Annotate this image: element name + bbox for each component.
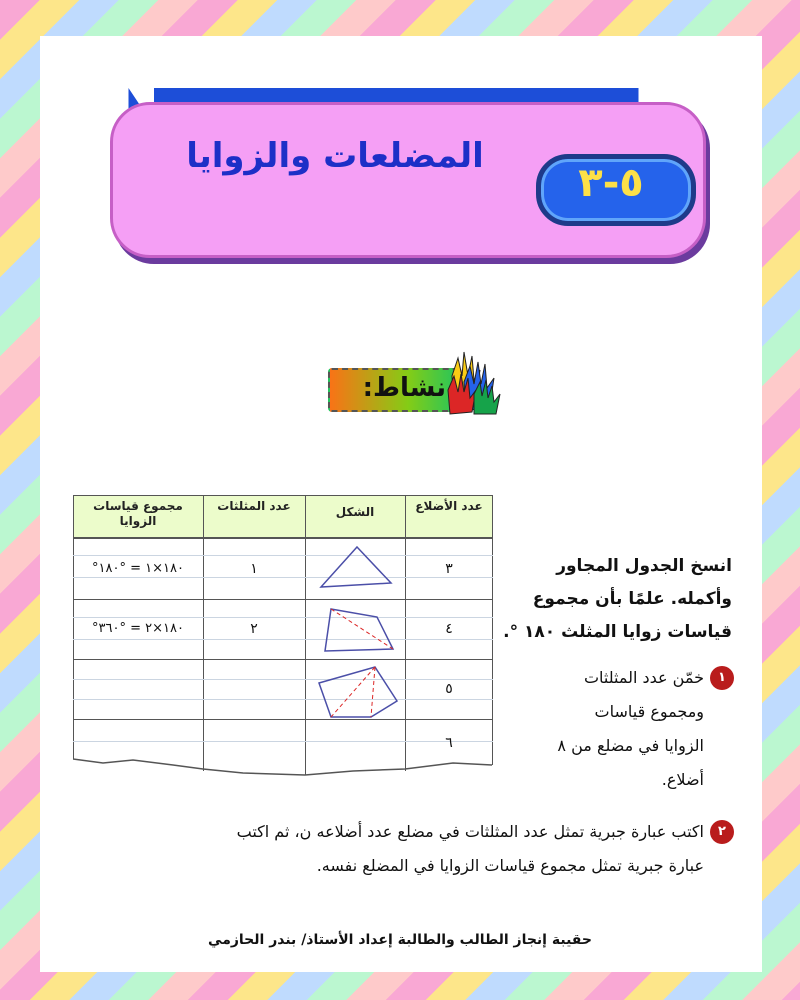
question-1-line-3: الزوايا في مضلع من ٨ [557,736,704,755]
row2-sides: ٤ [445,621,453,637]
question-1-line-4: أضلاع. [661,770,704,789]
question-1-line-1: خمّن عدد المثلثات [583,668,704,687]
header-sides: عدد الأضلاع [415,499,483,513]
instruction-line-1: انسخ الجدول المجاور [556,556,732,576]
instruction-line-2: وأكمله. علمًا بأن مجموع [532,589,732,609]
instruction-line-3: قياسات زوايا المثلث ١٨٠ °. [503,622,732,642]
row1-triangles: ١ [250,561,258,577]
row4-sides: ٦ [445,735,453,751]
question-2-line-2: عبارة جبرية تمثل مجموع قياسات الزوايا في المضلع نفسه. [316,856,704,875]
footer-credit: حقيبة إنجاز الطالب والطالبة إعداد الأستاذ/ بندر الحازمي [208,932,592,948]
hands-icon [444,336,504,416]
question-1-line-2: ومجموع قياسات [594,702,704,721]
question-1-badge: ١ [710,666,734,690]
torn-edge [73,751,493,777]
lesson-number: ٥-٣ [578,160,644,206]
row1-sum: ١٨٠×١ = °١٨٠° [92,561,184,576]
header-shape: الشكل [335,505,375,519]
triangle-shape [313,543,401,597]
pentagon-shape [311,661,405,721]
row2-triangles: ٢ [250,621,258,637]
header-triangles: عدد المثلثات [217,499,291,513]
row2-sum: ١٨٠×٢ = °٣٦٠° [92,621,184,636]
row3-sides: ٥ [445,681,453,697]
polygon-table [73,495,493,775]
lesson-title: المضلعات والزوايا [186,136,484,176]
question-2-line-1: اكتب عبارة جبرية تمثل عدد المثلثات في مضلع عدد أضلاعه ن، ثم اكتب [236,822,704,841]
row1-sides: ٣ [445,561,453,577]
quadrilateral-shape [313,603,401,657]
question-2-badge: ٢ [710,820,734,844]
header-angle-sum: مجموع قياسات الزوايا [93,499,183,528]
activity-label: نشاط: [362,373,446,403]
worksheet-page [40,36,762,972]
